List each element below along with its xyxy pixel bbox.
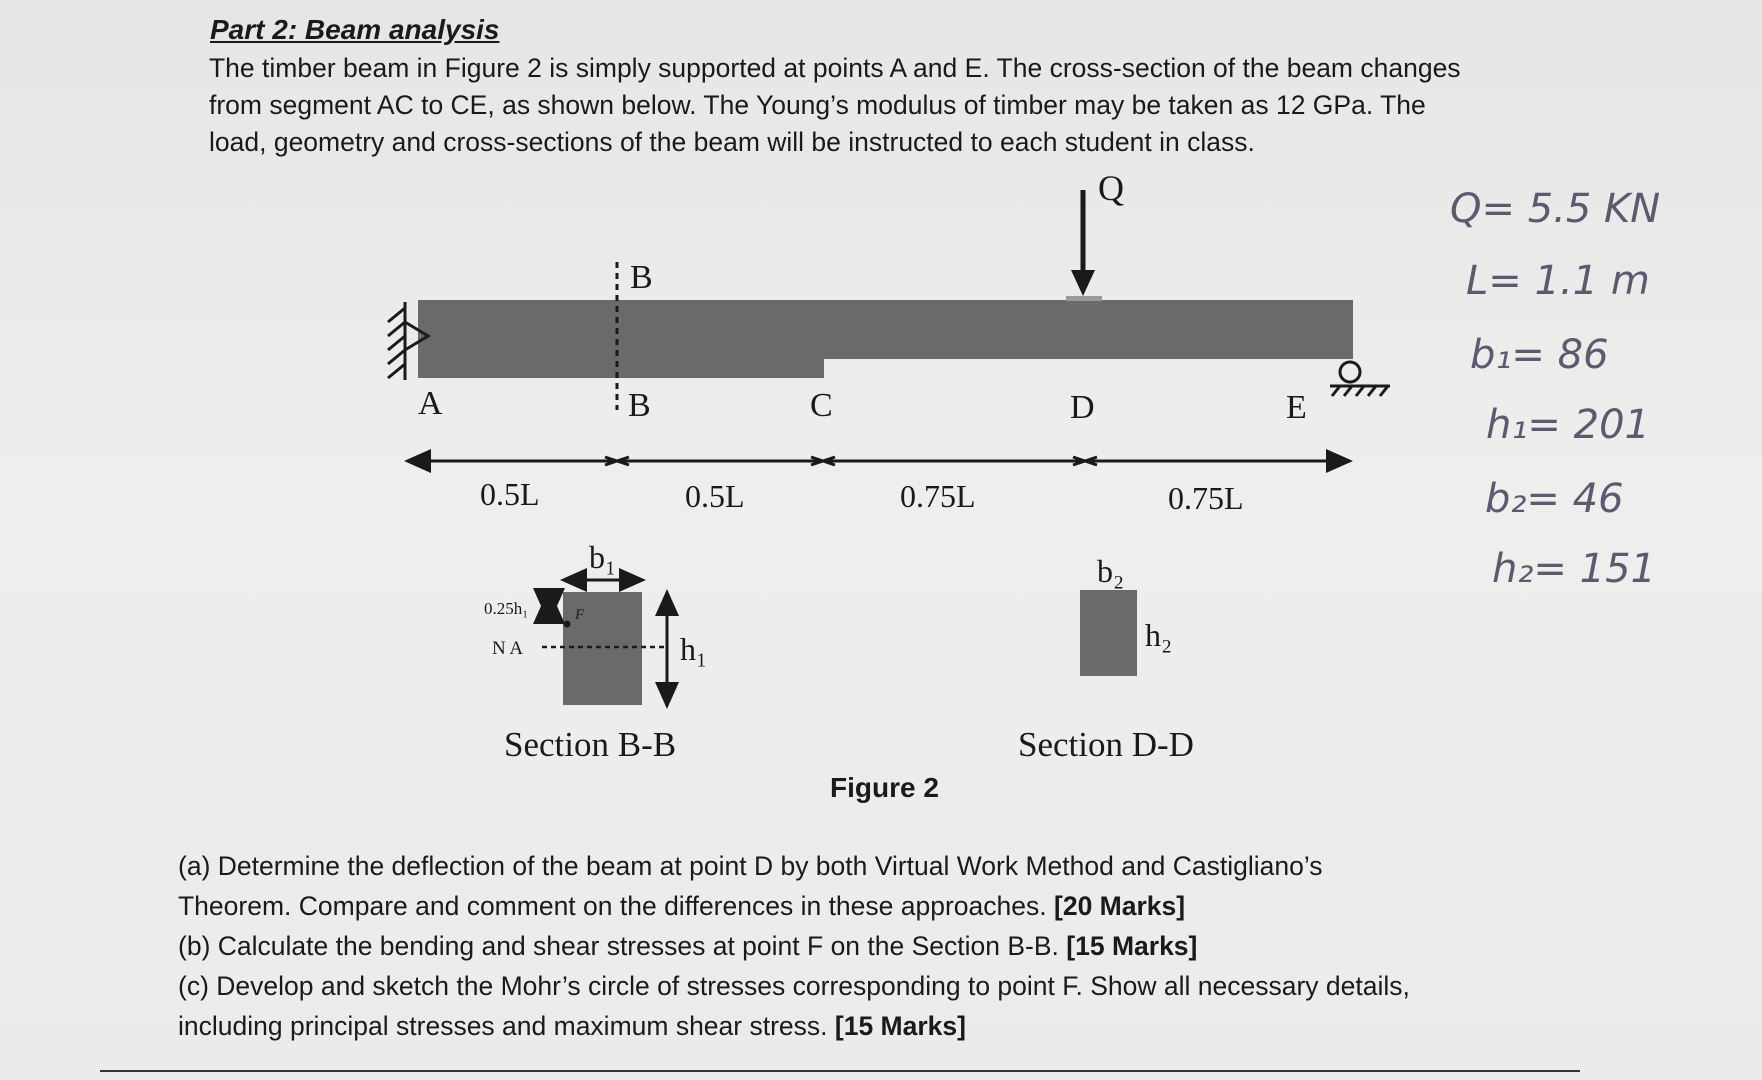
- bottom-rule: [100, 1070, 1580, 1072]
- span-cd: 0.75L: [900, 478, 976, 514]
- handwritten-l: L= 1.1 m: [1466, 258, 1650, 304]
- figure-caption: Figure 2: [830, 772, 939, 803]
- section-dd-b2: b₂: [1097, 553, 1125, 589]
- roller-support-e: [1330, 362, 1390, 396]
- section-bb-b1: b₁: [589, 539, 617, 575]
- label-b-bottom: B: [628, 387, 651, 424]
- span-de: 0.75L: [1168, 480, 1244, 516]
- intro-line: The timber beam in Figure 2 is simply supported at points A and E. The cross-section of the beam changes: [209, 53, 1461, 83]
- dimension-line: [410, 457, 1350, 465]
- section-bb-offset: 0.25h₁: [484, 599, 529, 618]
- section-bb-diagram: [542, 580, 668, 706]
- question-a-line-1: (a) Determine the deflection of the beam at point D by both Virtual Work Method and Castigliano’s: [178, 851, 1323, 881]
- section-dd-title: Section D-D: [1018, 725, 1194, 764]
- load-label: Q: [1098, 168, 1124, 208]
- section-dd-h2: h₂: [1145, 617, 1173, 653]
- label-b-top: B: [630, 259, 653, 296]
- handwritten-b2: b₂= 46: [1485, 476, 1624, 522]
- handwritten-b1: b₁= 86: [1470, 332, 1609, 378]
- handwritten-h2: h₂= 151: [1492, 546, 1656, 592]
- part-heading: Part 2: Beam analysis: [210, 14, 500, 45]
- handwritten-h1: h₁= 201: [1486, 402, 1650, 448]
- question-a-line-2: Theorem. Compare and comment on the differences in these approaches. [20 Marks]: [178, 891, 1186, 921]
- intro-line: from segment AC to CE, as shown below. The Young’s modulus of timber may be taken as 12 GPa. The: [209, 90, 1426, 120]
- label-e: E: [1286, 389, 1307, 426]
- handwritten-q: Q= 5.5 KN: [1450, 186, 1661, 232]
- marks-b: [15 Marks]: [1066, 931, 1198, 961]
- span-ab: 0.5L: [480, 476, 540, 512]
- section-bb-h1: h₁: [680, 631, 708, 667]
- marks-a: [20 Marks]: [1054, 891, 1186, 921]
- intro-line: load, geometry and cross-sections of the beam will be instructed to each student in class.: [209, 127, 1255, 157]
- beam: [418, 300, 1353, 378]
- question-c-line-2: including principal stresses and maximum shear stress. [15 Marks]: [178, 1011, 966, 1041]
- questions: [178, 846, 1410, 1046]
- question-b: (b) Calculate the bending and shear stresses at point F on the Section B-B. [15 Marks]: [178, 931, 1198, 961]
- label-c: C: [810, 387, 833, 424]
- section-bb-point-f: F: [575, 607, 585, 623]
- question-c-line-1: (c) Develop and sketch the Mohr’s circle of stresses corresponding to point F. Show all necessary details,: [178, 971, 1410, 1001]
- handwritten-notes: [1450, 186, 1660, 592]
- section-dd-rect: [1080, 590, 1137, 676]
- marks-c: [15 Marks]: [834, 1011, 966, 1041]
- span-bc: 0.5L: [685, 478, 745, 514]
- label-a: A: [418, 385, 443, 422]
- section-bb-title: Section B-B: [504, 725, 677, 764]
- label-d: D: [1070, 389, 1095, 426]
- section-bb-na: N A: [492, 638, 524, 659]
- load-arrow-q: [1066, 190, 1102, 301]
